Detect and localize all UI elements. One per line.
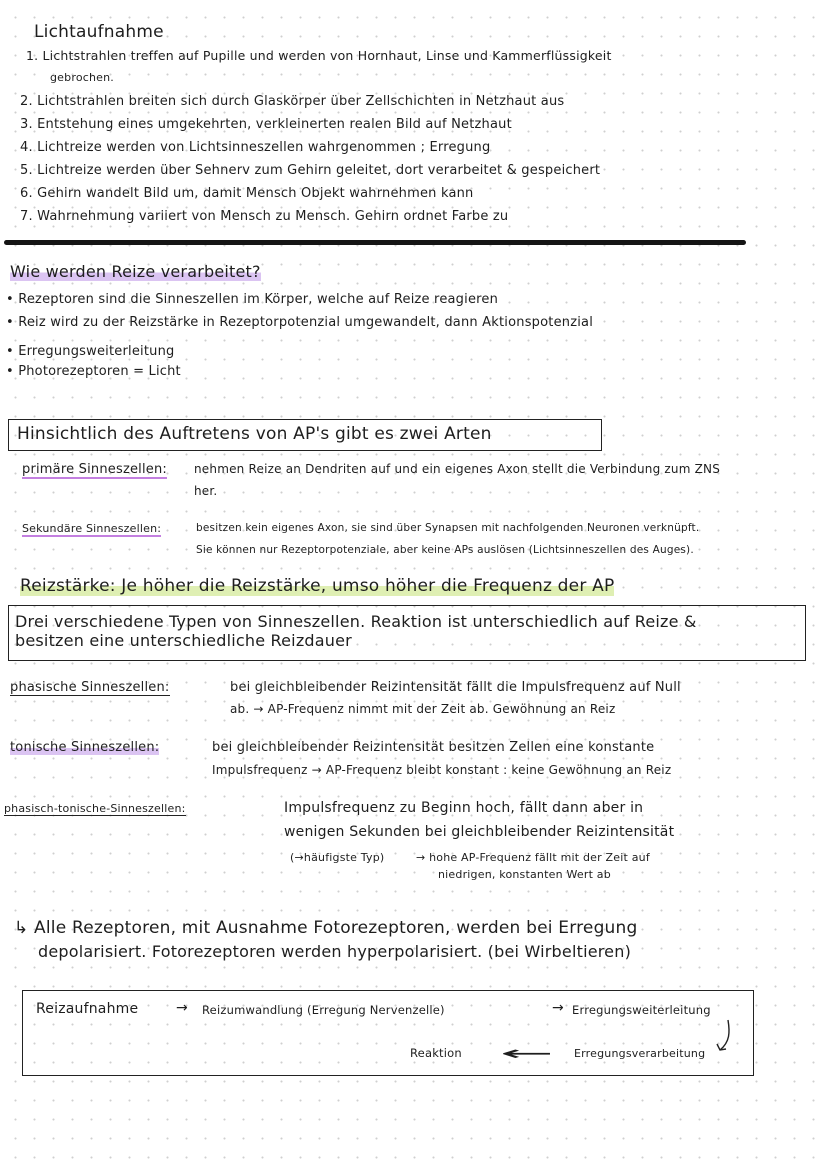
step-5: 5. Lichtreize werden über Sehnerv zum Gehirn geleitet, dort verarbeitet & gespeichert [20, 163, 601, 178]
tonic-desc-2: Impulsfrequenz → AP-Frequenz bleibt konstant : keine Gewöhnung an Reiz [212, 763, 672, 777]
step-7: 7. Wahrnehmung variiert von Mensch zu Mensch. Gehirn ordnet Farbe zu [20, 209, 509, 224]
sinneszellen-types-box [8, 605, 806, 661]
secondary-desc-1: besitzen kein eigenes Axon, sie sind über Synapsen mit nachfolgenden Neuronen verknüpft. [196, 522, 700, 534]
flow-arrow-1: → [176, 1000, 188, 1016]
phasic-desc-1: bei gleichbleibender Reizintensität fällt die Impulsfrequenz auf Null [230, 680, 681, 695]
bullet-3: • Erregungsweiterleitung [6, 344, 175, 359]
sinneszellen-box-line-2: besitzen eine unterschiedliche Reizdauer [15, 631, 352, 650]
step-1: 1. Lichtstrahlen treffen auf Pupille und werden von Hornhaut, Linse und Kammerflüssigkeit [26, 48, 612, 63]
secondary-term-text: Sekundäre Sinneszellen: [22, 522, 162, 535]
secondary-desc-2: Sie können nur Rezeptorpotenziale, aber keine APs auslösen (Lichtsinneszellen des Auges). [196, 544, 694, 556]
step-4: 4. Lichtreize werden von Lichtsinneszellen wahrgenommen ; Erregung [20, 140, 491, 155]
step-6: 6. Gehirn wandelt Bild um, damit Mensch Objekt wahrnehmen kann [20, 186, 474, 201]
bullet-4: • Photorezeptoren = Licht [6, 364, 181, 379]
step-1-continued: gebrochen. [50, 71, 114, 84]
flow-step-weiterleitung: Erregungsweiterleitung [572, 1003, 711, 1017]
pt-desc-3b: → hohe AP-Frequenz fällt mit der Zeit auf [416, 851, 650, 864]
primary-desc-1: nehmen Reize an Dendriten auf und ein eigenes Axon stellt die Verbindung zum ZNS [194, 462, 721, 476]
pt-desc-1: Impulsfrequenz zu Beginn hoch, fällt dann aber in [284, 800, 644, 816]
flow-curved-arrow [716, 1018, 740, 1058]
primary-term-text: primäre Sinneszellen: [22, 462, 168, 477]
receptor-note-line-2: depolarisiert. Fotorezeptoren werden hyperpolarisiert. (bei Wirbeltieren) [38, 942, 632, 961]
phasic-term-text: phasische Sinneszellen: [10, 680, 170, 695]
ap-types-box: Hinsichtlich des Auftretens von AP's gibt es zwei Arten [8, 419, 602, 451]
reizstaerke-line [20, 576, 614, 596]
bullet-1: • Rezeptoren sind die Sinneszellen im Körper, welche auf Reize reagieren [6, 292, 499, 307]
flow-step-reizumwandlung: Reizumwandlung (Erregung Nervenzelle) [202, 1003, 445, 1017]
step-3: 3. Entstehung eines umgekehrten, verkleinerten realen Bild auf Netzhaut [20, 117, 512, 132]
step-2: 2. Lichtstrahlen breiten sich durch Glaskörper über Zellschichten in Netzhaut aus [20, 94, 565, 109]
flow-step-reizaufnahme: Reizaufnahme [36, 1001, 139, 1017]
section-title-lichtaufnahme: Lichtaufnahme [34, 22, 164, 42]
phasic-tonic-term [4, 802, 186, 815]
sinneszellen-box-line-1: Drei verschiedene Typen von Sinneszellen. Reaktion ist unterschiedlich auf Reize & [15, 612, 697, 631]
flow-arrow-3: ← [500, 1041, 555, 1065]
phasic-term [10, 680, 170, 695]
flow-step-reaktion: Reaktion [410, 1046, 462, 1060]
primary-term [22, 462, 167, 477]
section-divider [4, 240, 746, 245]
section-title-reize-text: Wie werden Reize verarbeitet? [10, 262, 261, 281]
flow-curved-arrow-path [720, 1020, 729, 1050]
tonic-term [10, 740, 159, 755]
phasic-tonic-term-text: phasisch-tonische-Sinneszellen: [4, 802, 186, 815]
receptor-note-line-1: ↳ Alle Rezeptoren, mit Ausnahme Fotorezeptoren, werden bei Erregung [14, 918, 638, 938]
section-title-reize [10, 262, 261, 281]
reizstaerke-text: Reizstärke: Je höher die Reizstärke, umso höher die Frequenz der AP [20, 576, 615, 596]
bullet-2: • Reiz wird zu der Reizstärke in Rezeptorpotenzial umgewandelt, dann Aktionspotenzial [6, 315, 594, 330]
tonic-term-text: tonische Sinneszellen: [10, 740, 160, 755]
phasic-desc-2: ab. → AP-Frequenz nimmt mit der Zeit ab. Gewöhnung an Reiz [230, 702, 616, 716]
secondary-term [22, 522, 161, 535]
primary-desc-2: her. [194, 484, 218, 498]
flow-arrow-2: → [552, 1000, 564, 1016]
pt-desc-4: niedrigen, konstanten Wert ab [438, 868, 611, 881]
pt-desc-3a: (→häufigste Typ) [290, 851, 385, 864]
pt-desc-2: wenigen Sekunden bei gleichbleibender Reizintensität [284, 824, 675, 840]
flow-step-verarbeitung: Erregungsverarbeitung [574, 1047, 706, 1060]
tonic-desc-1: bei gleichbleibender Reizintensität besitzen Zellen eine konstante [212, 740, 655, 755]
